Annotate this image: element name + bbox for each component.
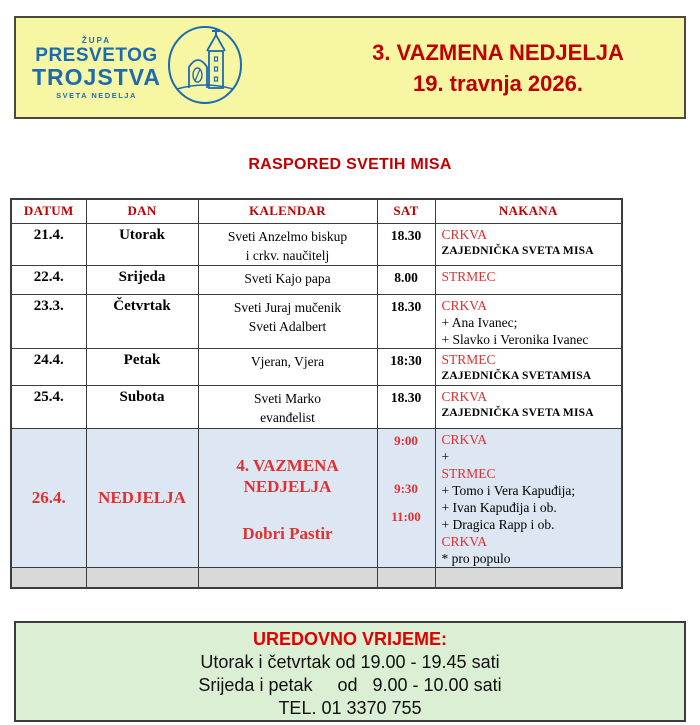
cell-line: 18:30 bbox=[390, 352, 422, 368]
cell-line: + Ana Ivanec; bbox=[441, 314, 518, 330]
logo-subtitle: SVETA NEDELJA bbox=[56, 90, 137, 100]
datum-cell: 24.4. bbox=[11, 348, 86, 385]
table-row bbox=[11, 265, 622, 294]
cell-line: 9:30 bbox=[394, 480, 418, 496]
cell-line: STRMEC bbox=[441, 465, 496, 481]
col-header-kalendar: KALENDAR bbox=[198, 199, 377, 223]
logo-zupa-label: ŽUPA bbox=[81, 35, 112, 45]
parish-logo bbox=[32, 23, 322, 112]
church-in-circle-icon bbox=[165, 23, 245, 112]
cell-line: Sveti Kajo papa bbox=[244, 270, 331, 286]
nakana-cell bbox=[435, 385, 622, 428]
kalendar-cell bbox=[198, 348, 377, 385]
cell-line: 11:00 bbox=[391, 508, 421, 524]
sat-cell bbox=[377, 265, 435, 294]
cell-line: CRKVA bbox=[441, 431, 488, 447]
cell-line: + bbox=[441, 448, 450, 464]
sunday-title bbox=[322, 37, 684, 99]
col-header-datum: DATUM bbox=[11, 199, 86, 223]
sat-cell bbox=[377, 567, 435, 588]
table-row bbox=[11, 294, 622, 348]
nakana-cell bbox=[435, 567, 622, 588]
cell-line: CRKVA bbox=[441, 533, 488, 549]
dan-cell: Četvrtak bbox=[86, 294, 198, 348]
cell-line: * pro populo bbox=[441, 550, 511, 566]
cell-line: Sveti Juraj mučenik bbox=[233, 299, 342, 315]
office-hours-line2: Srijeda i petak od 9.00 - 10.00 sati bbox=[198, 675, 502, 695]
cell-line: STRMEC bbox=[441, 351, 496, 367]
office-hours-line1: Utorak i četvrtak od 19.00 - 19.45 sati bbox=[200, 652, 500, 672]
dan-cell: NEDJELJA bbox=[86, 428, 198, 567]
cell-line: i crkv. naučitelj bbox=[245, 247, 330, 263]
logo-name-line1: PRESVETOG bbox=[35, 44, 158, 66]
sunday-title-line1: 3. VAZMENA NEDJELJA bbox=[372, 39, 624, 65]
cell-line: 9:00 bbox=[394, 432, 418, 448]
kalendar-cell bbox=[198, 294, 377, 348]
kalendar-cell bbox=[198, 428, 377, 567]
empty-row bbox=[11, 567, 622, 588]
cell-line: 18.30 bbox=[390, 298, 422, 314]
cell-line: + Tomo i Vera Kapuđija; bbox=[441, 482, 576, 498]
office-hours-box bbox=[14, 621, 686, 722]
datum-cell: 23.3. bbox=[11, 294, 86, 348]
cell-line: Dobri Pastir bbox=[242, 523, 333, 543]
office-hours-title: UREDOVNO VRIJEME: bbox=[252, 629, 448, 649]
table-row bbox=[11, 223, 622, 265]
kalendar-cell bbox=[198, 385, 377, 428]
cell-line: 18.30 bbox=[390, 227, 422, 243]
sunday-title-line2: 19. travnja 2026. bbox=[412, 70, 583, 96]
kalendar-cell bbox=[198, 265, 377, 294]
dan-cell: Petak bbox=[86, 348, 198, 385]
cell-line: 8.00 bbox=[394, 269, 418, 285]
datum-cell bbox=[11, 567, 86, 588]
cell-line: CRKVA bbox=[441, 297, 488, 313]
cell-line: NEDJELJA bbox=[243, 476, 332, 496]
cell-line: 4. VAZMENA bbox=[236, 455, 339, 475]
nakana-cell bbox=[435, 223, 622, 265]
cell-line: + Dragica Rapp i ob. bbox=[441, 516, 555, 532]
cell-line: Vjeran, Vjera bbox=[250, 353, 325, 369]
logo-name-line2: TROJSTVA bbox=[32, 63, 161, 90]
parish-logo-text bbox=[32, 36, 161, 100]
cell-line: CRKVA bbox=[441, 226, 488, 242]
cell-line: ZAJEDNIČKA SVETA MISA bbox=[441, 244, 594, 257]
cell-line: ZAJEDNIČKA SVETA MISA bbox=[441, 406, 594, 419]
sat-cell bbox=[377, 294, 435, 348]
col-header-nakana: NAKANA bbox=[435, 199, 622, 223]
dan-cell: Srijeda bbox=[86, 265, 198, 294]
nakana-cell bbox=[435, 348, 622, 385]
cell-line: + Slavko i Veronika Ivanec bbox=[441, 331, 589, 347]
cell-line: 18.30 bbox=[390, 389, 422, 405]
table-header-row bbox=[11, 199, 622, 223]
kalendar-cell bbox=[198, 567, 377, 588]
kalendar-cell bbox=[198, 223, 377, 265]
cell-line: evanđelist bbox=[260, 409, 315, 425]
sat-cell bbox=[377, 428, 435, 567]
sat-cell bbox=[377, 348, 435, 385]
datum-cell: 21.4. bbox=[11, 223, 86, 265]
sunday-row bbox=[11, 428, 622, 567]
schedule-title: RASPORED SVETIH MISA bbox=[248, 156, 452, 173]
sat-cell bbox=[377, 223, 435, 265]
dan-cell: Utorak bbox=[86, 223, 198, 265]
mass-schedule-table bbox=[10, 198, 623, 589]
dan-cell bbox=[86, 567, 198, 588]
datum-cell: 22.4. bbox=[11, 265, 86, 294]
dan-cell: Subota bbox=[86, 385, 198, 428]
table-row bbox=[11, 385, 622, 428]
nakana-cell bbox=[435, 294, 622, 348]
nakana-cell bbox=[435, 428, 622, 567]
col-header-dan: DAN bbox=[86, 199, 198, 223]
col-header-sat: SAT bbox=[377, 199, 435, 223]
cell-line: Sveti Marko bbox=[253, 390, 322, 406]
cell-line: STRMEC bbox=[441, 268, 496, 284]
cell-line: ZAJEDNIČKA SVETAMISA bbox=[441, 369, 592, 382]
datum-cell: 25.4. bbox=[11, 385, 86, 428]
sat-cell bbox=[377, 385, 435, 428]
office-hours-phone: TEL. 01 3370 755 bbox=[278, 698, 422, 718]
nakana-cell bbox=[435, 265, 622, 294]
cell-line: CRKVA bbox=[441, 388, 488, 404]
table-row bbox=[11, 348, 622, 385]
datum-cell: 26.4. bbox=[11, 428, 86, 567]
cell-line: + Ivan Kapuđija i ob. bbox=[441, 499, 557, 515]
cell-line: Sveti Anzelmo biskup bbox=[227, 228, 348, 244]
parish-banner bbox=[14, 16, 686, 119]
cell-line: Sveti Adalbert bbox=[248, 318, 327, 334]
